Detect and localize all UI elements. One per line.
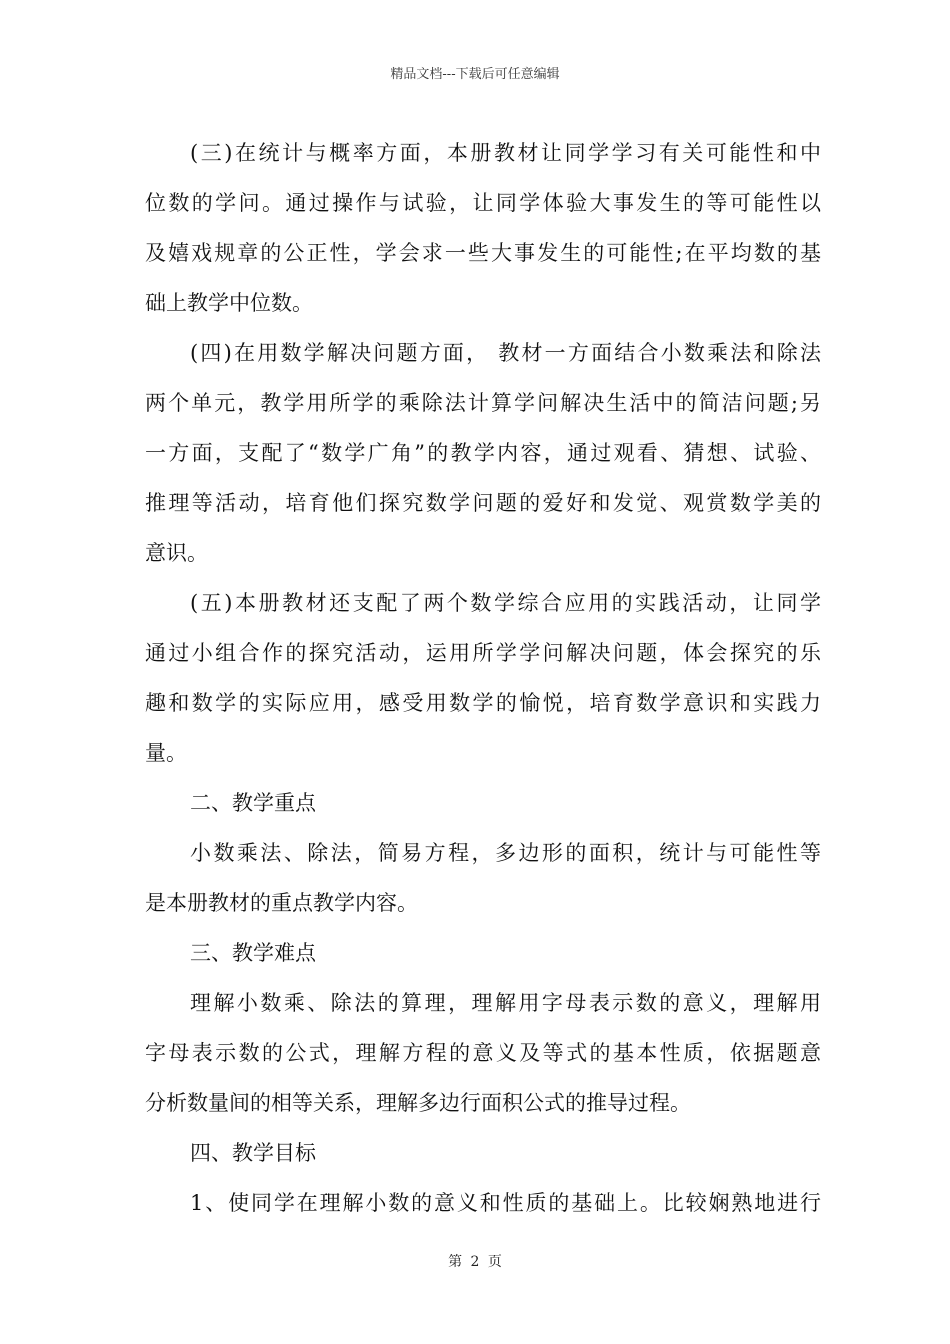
text-line: 二、教学重点 (190, 791, 316, 815)
document-body (145, 128, 821, 1228)
text-line: 推理等活动，培育他们探究数学问题的爱好和发觉、观赏数学美的 (145, 491, 821, 515)
page-header: 精品文档---下载后可任意编辑 (390, 67, 560, 82)
text-line: 四、教学目标 (190, 1141, 316, 1165)
text-line: 础上教学中位数。 (145, 291, 313, 315)
text-line: 趣和数学的实际应用，感受用数学的愉悦，培育数学意识和实践力 (145, 691, 821, 715)
page-label-suffix: 页 (487, 1254, 502, 1270)
text-line: 1、使同学在理解小数的意义和性质的基础上。比较娴熟地进行 (190, 1191, 821, 1215)
text-line: (四)在用数学解决问题方面， 教材一方面结合小数乘法和除法 (190, 341, 821, 365)
text-line: 位数的学问。通过操作与试验，让同学体验大事发生的等可能性以 (145, 191, 821, 215)
text-line: 分析数量间的相等关系，理解多边行面积公式的推导过程。 (145, 1091, 691, 1115)
text-line: 及嬉戏规章的公正性，学会求一些大事发生的可能性;在平均数的基 (145, 241, 821, 265)
page-footer (0, 1252, 950, 1272)
text-line: 理解小数乘、除法的算理，理解用字母表示数的意义，理解用 (190, 991, 821, 1015)
text-line: 两个单元，教学用所学的乘除法计算学问解决生活中的简洁问题;另 (145, 391, 821, 415)
text-line: 一方面，支配了“数学广角”的教学内容，通过观看、猜想、试验、 (145, 441, 821, 465)
text-line: 是本册教材的重点教学内容。 (145, 891, 418, 915)
text-line: (五)本册教材还支配了两个数学综合应用的实践活动，让同学 (190, 591, 821, 615)
text-line: (三)在统计与概率方面，本册教材让同学学习有关可能性和中 (190, 141, 821, 165)
text-line: 量。 (145, 741, 187, 765)
text-line: 通过小组合作的探究活动，运用所学学问解决问题，体会探究的乐 (145, 641, 821, 665)
text-line: 三、教学难点 (190, 941, 316, 965)
page-number: 2 (470, 1254, 480, 1270)
page-label-prefix: 第 (448, 1254, 463, 1270)
text-line: 小数乘法、除法，简易方程，多边形的面积，统计与可能性等 (190, 841, 821, 865)
text-line: 字母表示数的公式，理解方程的意义及等式的基本性质，依据题意 (145, 1041, 821, 1065)
text-line: 意识。 (145, 541, 208, 565)
